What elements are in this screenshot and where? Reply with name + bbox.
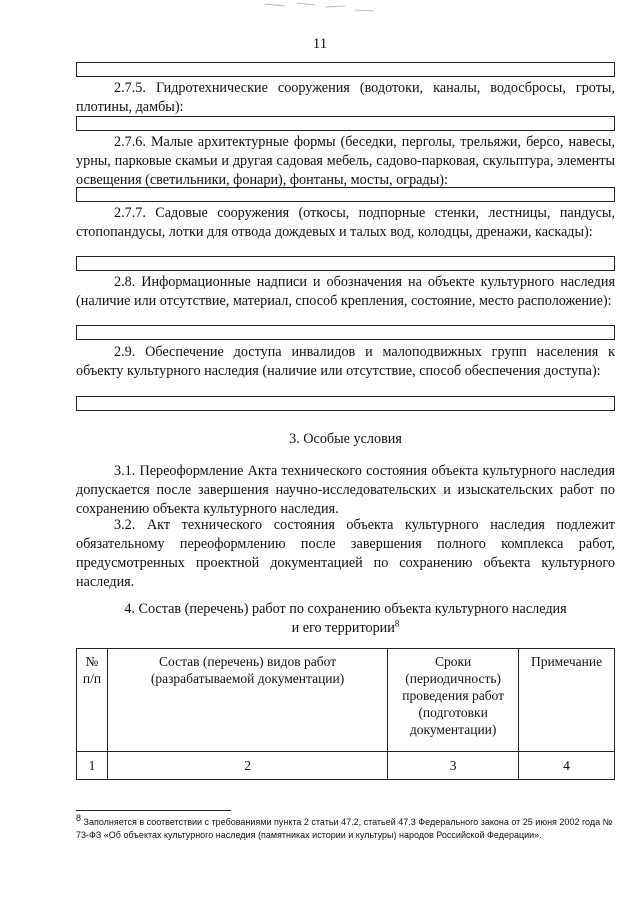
column-number-1: 1	[77, 752, 108, 780]
fill-in-field-2-7-6[interactable]	[76, 187, 615, 202]
scan-artifact-marks	[255, 0, 385, 14]
footnote-marker: 8	[76, 813, 82, 823]
section-2-9: 2.9. Обеспечение доступа инвалидов и малоподвижных групп населения к объекту культурного наследия (наличие или отсутствие, способ обеспечения доступа):	[76, 344, 615, 379]
footnote	[76, 813, 615, 842]
table-row	[77, 752, 615, 780]
header-number: № п/п	[77, 649, 108, 752]
fill-in-field-2-9[interactable]	[76, 396, 615, 411]
column-number-4: 4	[519, 752, 615, 780]
works-table	[76, 648, 615, 780]
works-heading	[76, 600, 615, 638]
page-number: 11	[312, 36, 328, 52]
section-2-8: 2.8. Информационные надписи и обозначения на объекте культурного наследия (наличие или отсутствие, материал, способ крепления, состояние, место расположение):	[76, 274, 615, 309]
fill-in-field-2-7-4[interactable]	[76, 62, 615, 77]
special-conditions-heading: 3. Особые условия	[289, 431, 402, 447]
header-note: Примечание	[519, 649, 615, 752]
header-deadlines: Сроки (периодичность) проведения работ (подготовки документации)	[388, 649, 519, 752]
works-heading-line1: 4. Состав (перечень) работ по сохранению объекта культурного наследия	[124, 601, 567, 617]
paragraph-3-1: 3.1. Переоформление Акта технического состояния объекта культурного наследия допускается после завершения научно-исследовательских и изыскательских работ по сохранению объекта культурного наследия.	[76, 463, 615, 517]
section-2-7-5: 2.7.5. Гидротехнические сооружения (водотоки, каналы, водосбросы, гроты, плотины, дамбы):	[76, 80, 615, 115]
fill-in-field-2-8[interactable]	[76, 325, 615, 340]
works-heading-line2: и его территории$^8$	[291, 618, 400, 636]
header-works-composition: Состав (перечень) видов работ (разрабатываемой документации)	[107, 649, 387, 752]
section-2-7-7: 2.7.7. Садовые сооружения (откосы, подпорные стенки, лестницы, пандусы, стопопандусы, лотки для отвода дождевых и талых вод, колодцы, дренажи, каскады):	[76, 205, 615, 240]
works-table-header-row	[77, 649, 615, 752]
column-number-3: 3	[388, 752, 519, 780]
section-2-7-6: 2.7.6. Малые архитектурные формы (беседки, перголы, трельяжи, берсо, навесы, урны, парковые скамьи и другая садовая мебель, садово-парковая, скульптура, элементы освещения (светильники, фонари), фонтаны, мосты, ограды):	[76, 134, 615, 188]
footnote-reference[interactable]: 8	[394, 618, 400, 629]
footnote-text: Заполняется в соответствии с требованиями пункта 2 статьи 47.2, статьей 47.3 Федерального закона от 25 июня 2002 года № 73-ФЗ «Об объектах культурного наследия (памятниках истории и культуры) народов Российской Федерации».	[76, 817, 613, 840]
fill-in-field-2-7-7[interactable]	[76, 256, 615, 271]
column-number-2: 2	[107, 752, 387, 780]
fill-in-field-2-7-5[interactable]	[76, 116, 615, 131]
footnote-divider	[76, 810, 231, 811]
paragraph-3-2: 3.2. Акт технического состояния объекта культурного наследия подлежит обязательному переоформлению после завершения полного комплекса работ, предусмотренных проектной документацией по сохранению объекта культурного наследия.	[76, 517, 615, 590]
